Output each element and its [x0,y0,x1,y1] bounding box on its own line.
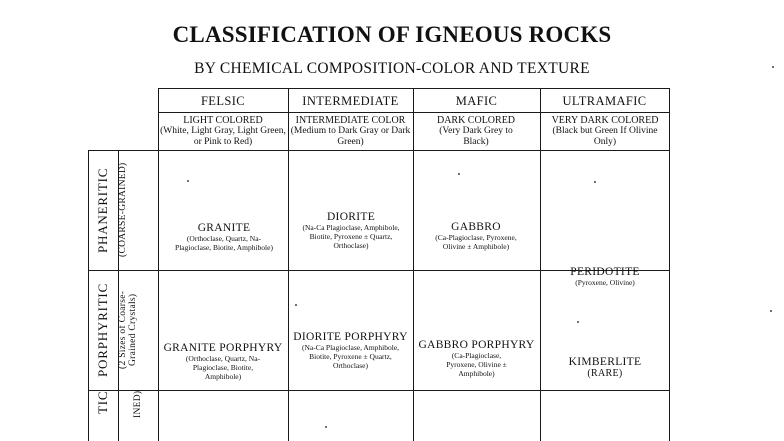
rock-name: GRANITE [197,222,251,234]
rock-minerals: (Orthoclase, Quartz, Na-Plagioclase, Biotite, Amphibole) [175,234,273,252]
grid-line [88,390,670,391]
scan-speck [295,304,297,306]
color-cell-intermediate [290,115,411,148]
rock-cell-kimberlite [549,356,661,379]
color-label: LIGHT COLORED [183,115,263,126]
scan-speck [187,180,189,182]
color-description: (Medium to Dark Gray or Dark Green) [290,126,411,147]
scan-speck [594,181,596,183]
color-label: VERY DARK COLORED [551,115,659,126]
color-cell-felsic [160,115,286,148]
rock-name: GABBRO [451,221,501,233]
rock-minerals: (Orthoclase, Quartz, Na-Plagioclase, Biotite, Amphibole) [185,354,261,381]
rock-cell-diorite-porphyry [290,331,411,370]
rock-name: GABBRO PORPHYRY [418,339,535,351]
scan-speck [325,426,327,428]
rock-minerals: (Pyroxene, Olivine) [575,278,635,287]
rock-cell-granite-porphyry [160,342,286,381]
rock-name: DIORITE PORPHYRY [293,331,408,343]
color-description: (Black but Green If Olivine Only) [552,126,658,147]
color-label: DARK COLORED [436,115,516,126]
rock-cell-diorite [298,211,404,250]
color-cell-mafic [426,115,526,148]
grid-line [288,88,289,441]
row-label-porphyritic: PORPHYRITIC [95,282,110,378]
scan-speck [458,173,460,175]
rock-name: KIMBERLITE [568,356,642,368]
rock-rarity: (RARE) [587,368,623,379]
scan-speck [772,66,774,68]
grid-line [158,88,670,89]
rock-cell-granite [172,222,276,252]
rock-minerals: (Ca-Plagioclase, Pyroxene, Olivine ± Amphibole) [435,233,517,251]
rock-cell-gabbro [430,221,522,251]
rock-minerals: (Na-Ca Plagioclase, Amphibole, Biotite, Pyroxene ± Quartz, Orthoclase) [301,343,400,370]
rock-minerals: (Ca-Plagioclase, Pyroxene, Olivine ± Amphibole) [446,351,507,378]
row-detail-phaneritic: (COARSE-GRAINED) [118,162,128,258]
column-header-mafic: MAFIC [455,94,498,108]
page-subtitle: BY CHEMICAL COMPOSITION-COLOR AND TEXTURE [194,60,590,77]
color-cell-ultramafic [546,115,664,148]
rock-minerals: (Na-Ca Plagioclase, Amphibole, Biotite, Pyroxene ± Quartz, Orthoclase) [302,223,400,250]
row-detail-porphyritic: (2 Sizes of Coarse-Grained Crystals) [118,290,138,370]
grid-line [88,150,670,151]
grid-line [540,88,541,441]
scan-speck [577,321,579,323]
column-header-intermediate: INTERMEDIATE [302,94,399,108]
row-detail-partial: INED) [133,391,143,419]
column-header-ultramafic: ULTRAMAFIC [562,94,647,108]
grid-line [669,88,670,441]
color-label: INTERMEDIATE COLOR [295,115,406,126]
rock-name: GRANITE PORPHYRY [163,342,283,354]
grid-line [413,88,414,441]
grid-line [158,112,670,113]
scan-speck [770,310,772,312]
rock-cell-peridotite [549,266,661,287]
rock-cell-gabbro-porphyry [415,339,538,378]
column-header-felsic: FELSIC [200,94,246,108]
color-description: (White, Light Gray, Light Green, or Pink to Red) [160,126,286,147]
rock-name: DIORITE [326,211,376,223]
page-title: CLASSIFICATION OF IGNEOUS ROCKS [172,22,612,47]
grid-line [158,88,159,441]
row-label-partial: TIC [95,391,110,415]
rock-name: PERIDOTITE [570,266,640,278]
color-description: (Very Dark Grey to Black) [439,126,513,147]
row-label-phaneritic: PHANERITIC [95,167,110,253]
